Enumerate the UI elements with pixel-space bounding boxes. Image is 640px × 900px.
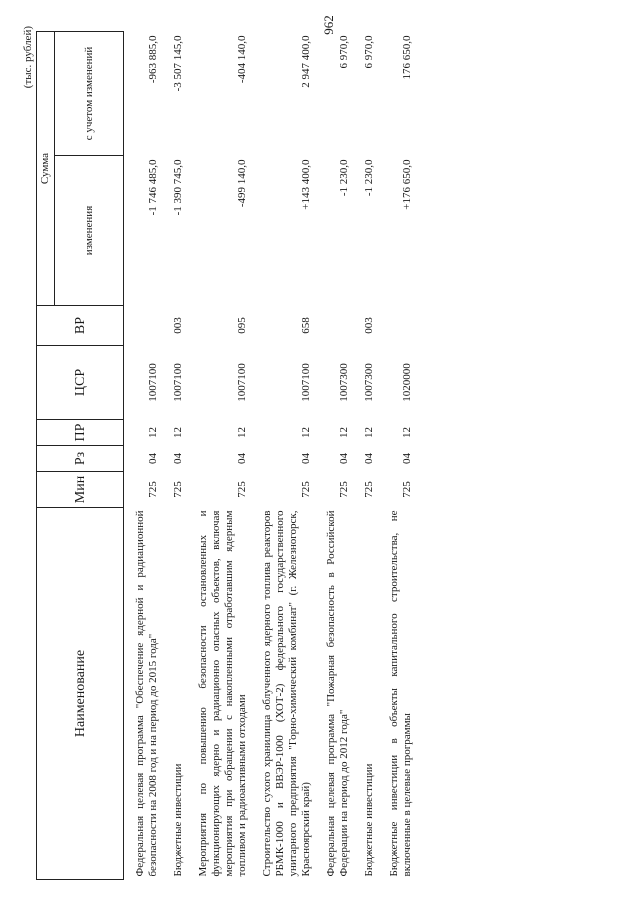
row-rz: 04 [401,453,413,464]
row-rz: 04 [363,453,375,464]
row-csr: 1007100 [236,363,248,402]
budget-table [36,31,416,880]
table-row [162,32,187,880]
row-name: Бюджетные инвестиции [172,763,184,877]
row-vr: 003 [363,317,375,334]
row-change: +143 400,0 [300,159,312,210]
row-vr: 003 [172,317,184,334]
row-vr [124,306,163,346]
header-min: Мин [37,472,124,508]
header-name: Наименование [37,508,124,880]
row-name: Строительство сухого хранилища облученного ядерного топлива реакторов РБМК-1000 и ВВЭР-1000 (ХОТ-2) федерального государственного унитарного предприятия "Горно-химический комбинат" (г. Железногорск, Красноярский край) [261,510,312,877]
rotated-page [20,20,620,880]
row-pr: 12 [172,427,184,438]
table-row [124,32,163,880]
row-vr: 095 [236,317,248,334]
table-row [353,32,378,880]
row-change: +176 650,0 [401,159,413,210]
row-pr: 12 [338,427,350,438]
row-with-change: 6 970,0 [338,35,350,69]
row-min: 725 [147,481,159,498]
row-min: 725 [172,481,184,498]
row-csr: 1020000 [401,363,413,402]
row-change: -1 230,0 [363,159,375,197]
row-min: 725 [401,481,413,498]
row-vr [315,306,353,346]
row-with-change: -963 885,0 [147,35,159,84]
row-with-change: -3 507 145,0 [172,35,184,92]
document-body [20,20,416,880]
row-csr: 1007100 [172,363,184,402]
table-row [187,32,251,880]
row-change: -1 390 745,0 [172,159,184,216]
row-pr: 12 [401,427,413,438]
header-with-change: с учетом изменений [55,32,124,156]
row-rz: 04 [147,453,159,464]
row-name: Бюджетные инвестиции [363,763,375,877]
page-number: 962 [321,15,336,35]
header-csr: ЦСР [37,346,124,420]
table-body [124,32,417,880]
row-change: -1 746 485,0 [147,159,159,216]
table-row [378,32,416,880]
row-csr: 1007100 [147,363,159,402]
row-csr: 1007300 [338,363,350,402]
row-with-change: 2 947 400,0 [300,35,312,88]
row-pr: 12 [300,427,312,438]
row-csr: 1007100 [300,363,312,402]
table-row [251,32,315,880]
row-change: -1 230,0 [338,159,350,197]
row-rz: 04 [172,453,184,464]
row-min: 725 [236,481,248,498]
row-with-change: -404 140,0 [236,35,248,84]
row-with-change: 6 970,0 [363,35,375,69]
header-change: изменения [55,156,124,306]
row-with-change: 176 650,0 [401,35,413,80]
header-vr: ВР [37,306,124,346]
row-csr: 1007300 [363,363,375,402]
row-pr: 12 [147,427,159,438]
row-name: Бюджетные инвестиции в объекты капитального строительства, не включенные в целевые программы [388,510,413,877]
row-min: 725 [300,481,312,498]
row-name: Федеральная целевая программа "Обеспечение ядерной и радиационной безопасности на 2008 год и на период до 2015 года" [134,510,159,877]
header-sum: Сумма [37,32,55,306]
header-pr: ПР [37,420,124,446]
row-rz: 04 [338,453,350,464]
header-rz: Рз [37,446,124,472]
units-label: (тыс. рублей) [22,26,34,89]
row-vr: 658 [300,317,312,334]
table-row [315,32,353,880]
row-pr: 12 [363,427,375,438]
row-vr [378,306,416,346]
row-rz: 04 [236,453,248,464]
row-min: 725 [338,481,350,498]
row-rz: 04 [300,453,312,464]
row-name: Федеральная целевая программа "Пожарная безопасность в Российской Федерации на период до 2012 года" [325,510,350,877]
row-name: Мероприятия по повышению безопасности остановленных и функционирующих ядерно и радиационно опасных объектов, включая мероприятия при обращении с накопленными отработавшим ядерным топливом и радиоактивными отходами [197,510,248,877]
row-min: 725 [363,481,375,498]
row-change: -499 140,0 [236,159,248,208]
row-pr: 12 [236,427,248,438]
